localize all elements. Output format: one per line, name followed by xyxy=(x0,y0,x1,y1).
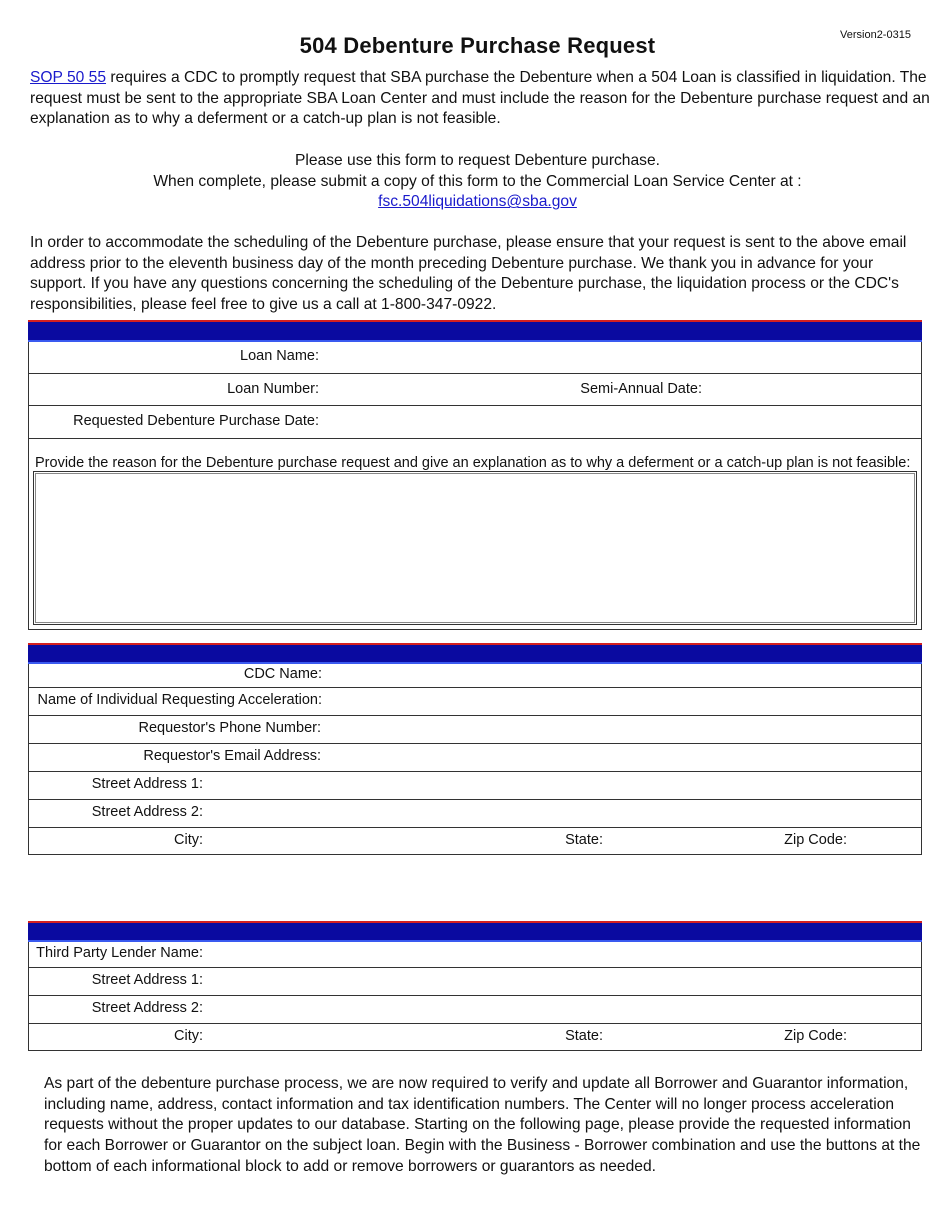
intro-text: requires a CDC to promptly request that SBA purchase the Debenture when a 504 Loan is classified in liquidation. The request must be sent to the appropriate SBA Loan Center and must include the reason for the Debenture purchase request and an explanation as to why a deferment or a catch-up plan is not feasible. xyxy=(30,69,930,128)
individual-label: Name of Individual Requesting Acceleration: xyxy=(37,692,322,708)
intro-paragraph xyxy=(30,68,930,130)
lender-name-row[interactable] xyxy=(29,942,921,968)
cdc-city-row xyxy=(29,828,921,855)
cdc-street2-label: Street Address 2: xyxy=(91,804,203,820)
loan-name-row[interactable] xyxy=(29,342,921,374)
email-row[interactable] xyxy=(29,744,921,772)
submit-email-link[interactable]: fsc.504liquidations@sba.gov xyxy=(378,193,577,211)
cdc-city-label: City: xyxy=(174,832,203,848)
individual-row[interactable] xyxy=(29,688,921,716)
reason-textarea[interactable] xyxy=(33,471,917,625)
phone-row[interactable] xyxy=(29,716,921,744)
lender-zip-label: Zip Code: xyxy=(784,1028,847,1044)
version-label: Version2-0315 xyxy=(840,29,911,41)
lender-city-label: City: xyxy=(174,1028,203,1044)
lender-street1-row[interactable] xyxy=(29,968,921,996)
cdc-section-header-bar xyxy=(28,643,922,664)
sop-link[interactable]: SOP 50 55 xyxy=(30,69,107,86)
semi-annual-date-label: Semi-Annual Date: xyxy=(580,381,702,397)
cdc-state-label: State: xyxy=(565,832,603,848)
cdc-section xyxy=(28,664,922,855)
scheduling-paragraph: In order to accommodate the scheduling of the Debenture purchase, please ensure that your request is sent to the above email address prior to the eleventh business day of the month preceding Debenture purchase. We thank you in advance for your support. If you have any questions concerning the scheduling of the Debenture purchase, the liquidation process or the CDC's responsibilities, please feel free to give us a call at 1-800-347-0922. xyxy=(30,234,907,314)
instructions-line-1: Please use this form to request Debenture purchase. xyxy=(295,152,660,169)
email-label: Requestor's Email Address: xyxy=(143,748,321,764)
loan-number-label: Loan Number: xyxy=(227,381,319,397)
loan-section xyxy=(28,342,922,630)
lender-state-label: State: xyxy=(565,1028,603,1044)
loan-section-header-bar xyxy=(28,320,922,342)
cdc-name-row[interactable] xyxy=(29,664,921,688)
reason-row xyxy=(29,438,921,630)
instructions-line-2: When complete, please submit a copy of this form to the Commercial Loan Service Center at : xyxy=(153,172,802,190)
closing-paragraph: As part of the debenture purchase process, we are now required to verify and update all Borrower and Guarantor information, including name, address, contact information and tax identification numbers. The Center will no longer process acceleration requests without the proper updates to our database. Starting on the following page, please provide the requested information for each Borrower or Guarantor on the subject loan. Begin with the Business - Borrower combination and use the buttons at the bottom of each informational block to add or remove borrowers or guarantors as needed. xyxy=(44,1075,921,1175)
lender-street1-label: Street Address 1: xyxy=(91,972,203,988)
loan-number-row xyxy=(29,374,921,406)
requested-date-row[interactable] xyxy=(29,406,921,438)
lender-city-row xyxy=(29,1024,921,1051)
cdc-street2-row[interactable] xyxy=(29,800,921,828)
cdc-zip-label: Zip Code: xyxy=(784,832,847,848)
instructions-block xyxy=(0,151,950,213)
lender-section-header-bar xyxy=(28,921,922,942)
loan-name-label: Loan Name: xyxy=(240,348,319,364)
lender-name-label: Third Party Lender Name: xyxy=(36,945,203,961)
cdc-street1-label: Street Address 1: xyxy=(91,776,203,792)
cdc-name-label: CDC Name: xyxy=(243,666,322,682)
lender-section xyxy=(28,942,922,1051)
page-title: 504 Debenture Purchase Request xyxy=(299,33,656,58)
requested-date-label: Requested Debenture Purchase Date: xyxy=(73,413,319,429)
reason-prompt: Provide the reason for the Debenture purchase request and give an explanation as to why a deferment or a catch-up plan is not feasible: xyxy=(35,455,911,471)
lender-street2-label: Street Address 2: xyxy=(91,1000,203,1016)
lender-street2-row[interactable] xyxy=(29,996,921,1024)
cdc-street1-row[interactable] xyxy=(29,772,921,800)
phone-label: Requestor's Phone Number: xyxy=(138,720,321,736)
